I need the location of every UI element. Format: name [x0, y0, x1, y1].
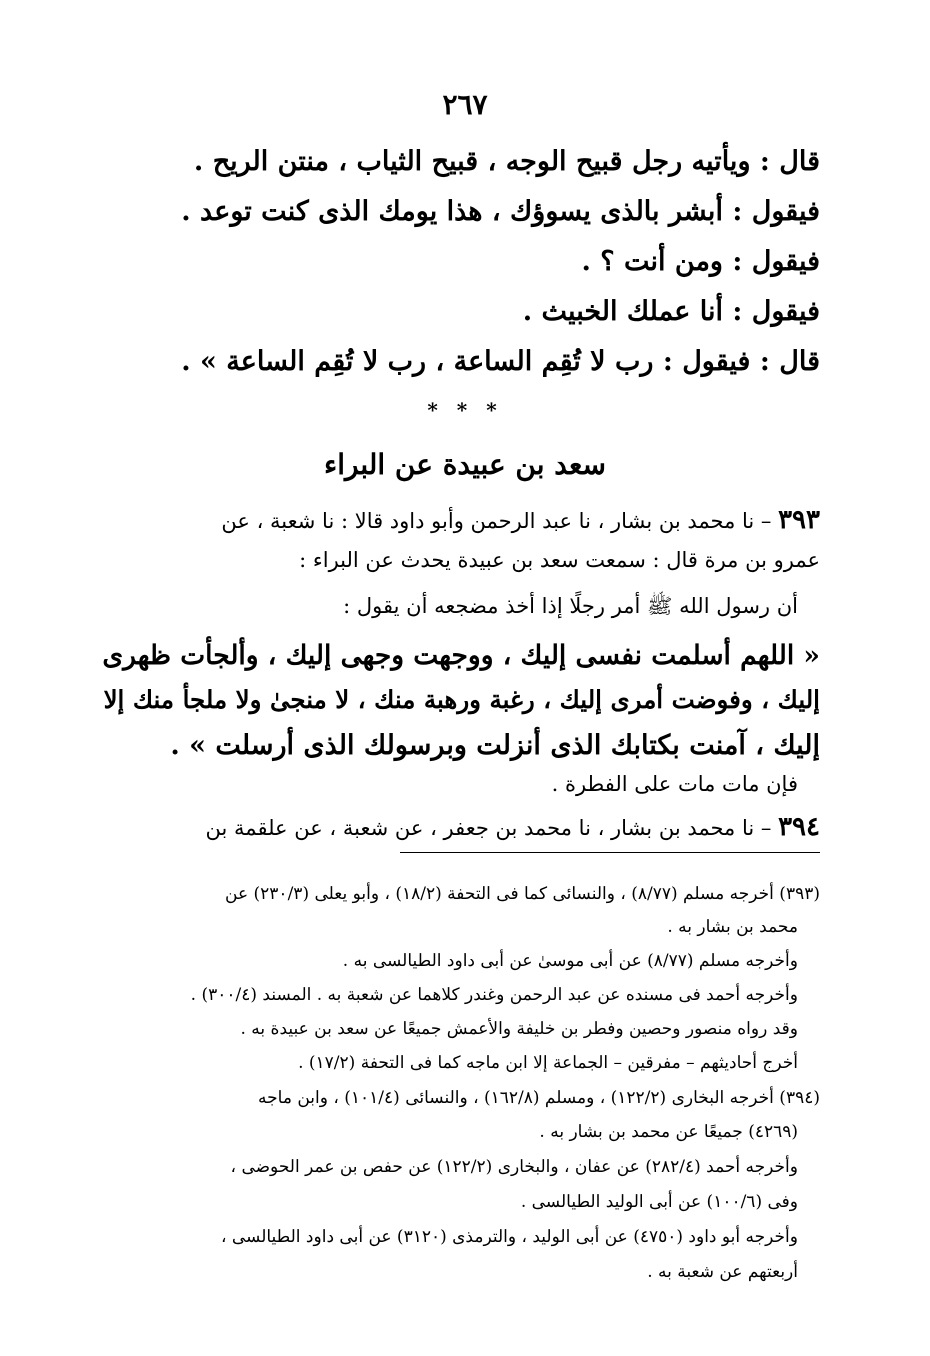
footnote-line: (٣٩٤) أخرجه البخارى (١٢٢/٢) ، ومسلم (١٦٢/٨) ، والنسائى (١٠١/٤) ، وابن ماجه [258, 1088, 820, 1108]
text-line: قال : فيقول : رب لا تُقِم الساعة ، رب لا تُقِم الساعة » . [181, 346, 820, 377]
hadith-text: – نا محمد بن بشار ، نا محمد بن جعفر ، عن شعبة ، عن علقمة بن [205, 816, 772, 840]
footnote-line: وقد رواه منصور وحصين وفطر بن خليفة والأعمش جميعًا عن سعد بن عبيدة به . [240, 1019, 798, 1039]
hadith-number: ٣٩٣ [778, 505, 820, 535]
hadith-393-line: أن رسول الله ﷺ أمر رجلًا إذا أخذ مضجعه أن يقول : [343, 594, 798, 618]
footnote-line: وأخرجه أحمد فى مسنده عن عبد الرحمن وغندر كلاهما عن شعبة به . المسند (٣٠٠/٤) . [190, 985, 798, 1005]
footnote-line: محمد بن بشار به . [667, 917, 798, 937]
hadith-393-line [221, 505, 820, 535]
dua-line: إليك ، آمنت بكتابك الذى أنزلت وبرسولك الذى أرسلت » . [170, 730, 820, 761]
footnote-line: أخرج أحاديثهم – مفرقين – الجماعة إلا ابن ماجه كما فى التحفة (١٧/٢) . [298, 1053, 798, 1073]
footnote-line: وأخرجه أبو داود (٤٧٥٠) عن أبى الوليد ، والترمذى (٣١٢٠) عن أبى داود الطيالسى ، [220, 1227, 798, 1247]
hadith-text: – نا محمد بن بشار ، نا عبد الرحمن وأبو داود قالا : نا شعبة ، عن [221, 509, 772, 533]
footnote-line: وأخرجه مسلم (٨/٧٧) عن أبى موسىٰ عن أبى داود الطيالسى به . [342, 951, 798, 971]
section-separator: * * * [427, 398, 503, 422]
footnote-line: وأخرجه أحمد (٢٨٢/٤) عن عفان ، والبخارى (١٢٢/٢) عن حفص بن عمر الحوضى ، [230, 1157, 798, 1177]
hadith-393-line: فإن مات مات على الفطرة . [551, 772, 798, 796]
text-line: فيقول : أبشر بالذى يسوؤك ، هذا يومك الذى كنت توعد . [181, 196, 820, 227]
footnote-line: وفى (١٠٠/٦) عن أبى الوليد الطيالسى . [520, 1192, 798, 1212]
footnote-line: أربعتهم عن شعبة به . [647, 1262, 798, 1282]
footnote-line: (٤٢٦٩) جميعًا عن محمد بن بشار به . [539, 1122, 798, 1142]
footnote-divider [400, 852, 820, 853]
hadith-394-line [206, 812, 820, 842]
page-number: ٢٦٧ [442, 88, 488, 121]
dua-line: « اللهم أسلمت نفسى إليك ، ووجهت وجهى إليك ، وألجأت ظهرى [102, 640, 820, 671]
section-heading: سعد بن عبيدة عن البراء [324, 448, 606, 481]
dua-line: إليك ، وفوضت أمرى إليك ، رغبة ورهبة منك ، لا منجىٰ ولا ملجأ منك إلا [103, 685, 820, 714]
footnote-line: (٣٩٣) أخرجه مسلم (٨/٧٧) ، والنسائى كما فى التحفة (١٨/٢) ، وأبو يعلى (٢٣٠/٣) عن [225, 884, 820, 904]
hadith-number: ٣٩٤ [778, 812, 820, 842]
text-line: قال : ويأتيه رجل قبيح الوجه ، قبيح الثياب ، منتن الريح . [193, 146, 820, 177]
text-line: فيقول : أنا عملك الخبيث . [522, 296, 820, 327]
text-line: فيقول : ومن أنت ؟ . [581, 246, 820, 277]
hadith-393-line: عمرو بن مرة قال : سمعت سعد بن عبيدة يحدث عن البراء : [299, 548, 820, 572]
